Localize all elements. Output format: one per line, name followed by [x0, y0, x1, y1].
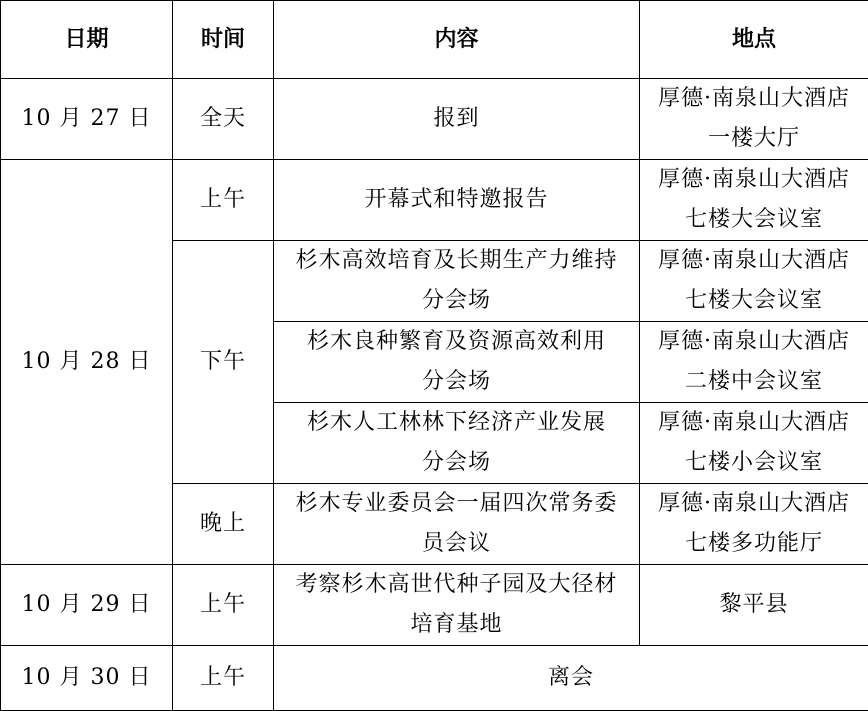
- location-line1: 厚德·南泉山大酒店: [646, 160, 862, 200]
- date-text: 10 月 27 日: [22, 106, 152, 131]
- content-cell: [274, 646, 868, 711]
- date-cell: [1, 79, 173, 160]
- content-cell: [274, 403, 640, 484]
- content-line2: 分会场: [280, 443, 633, 483]
- time-cell: [173, 160, 274, 241]
- content-text: 开幕式和特邀报告: [364, 187, 548, 212]
- header-date: 日期: [1, 1, 173, 79]
- location-line1: 厚德·南泉山大酒店: [646, 322, 862, 362]
- location-cell: [640, 160, 868, 241]
- content-cell: [274, 484, 640, 565]
- content-line2: 分会场: [280, 362, 633, 402]
- content-text: 报到: [433, 106, 479, 131]
- location-cell: [640, 79, 868, 160]
- time-text: 上午: [200, 592, 246, 617]
- content-line1: 杉木专业委员会一届四次常务委: [280, 484, 633, 524]
- content-cell: [274, 565, 640, 646]
- content-line2: 培育基地: [280, 605, 633, 645]
- location-cell: [640, 565, 868, 646]
- date-text: 10 月 30 日: [22, 665, 152, 690]
- location-line2: 七楼大会议室: [646, 200, 862, 240]
- table-row: [1, 565, 868, 646]
- content-line2: 分会场: [280, 281, 633, 321]
- location-line1: 厚德·南泉山大酒店: [646, 403, 862, 443]
- time-cell: [173, 484, 274, 565]
- date-cell: [1, 565, 173, 646]
- location-line2: 一楼大厅: [646, 119, 862, 159]
- location-line1: 厚德·南泉山大酒店: [646, 484, 862, 524]
- date-cell: [1, 646, 173, 711]
- time-cell: [173, 565, 274, 646]
- content-cell: [274, 241, 640, 322]
- time-cell: [173, 241, 274, 484]
- time-text: 晚上: [200, 511, 246, 536]
- location-line2: 七楼多功能厅: [646, 524, 862, 564]
- time-text: 上午: [200, 665, 246, 690]
- content-text: 离会: [548, 665, 594, 690]
- content-cell: [274, 322, 640, 403]
- content-line1: 杉木高效培育及长期生产力维持: [280, 241, 633, 281]
- date-text: 10 月 29 日: [22, 592, 152, 617]
- location-line1: 厚德·南泉山大酒店: [646, 241, 862, 281]
- time-text: 上午: [200, 187, 246, 212]
- content-line1: 考察杉木高世代种子园及大径材: [280, 565, 633, 605]
- location-text: 黎平县: [719, 592, 788, 617]
- time-text: 下午: [200, 349, 246, 374]
- time-cell: [173, 79, 274, 160]
- content-line1: 杉木良种繁育及资源高效利用: [280, 322, 633, 362]
- content-line2: 员会议: [280, 524, 633, 564]
- header-row: [1, 1, 868, 79]
- location-line2: 七楼大会议室: [646, 281, 862, 321]
- table-row: [1, 646, 868, 711]
- location-cell: [640, 322, 868, 403]
- date-text: 10 月 28 日: [22, 349, 152, 374]
- location-line2: 二楼中会议室: [646, 362, 862, 402]
- location-cell: [640, 241, 868, 322]
- time-text: 全天: [200, 106, 246, 131]
- date-cell: [1, 160, 173, 565]
- table-row: [1, 79, 868, 160]
- table-row: [1, 160, 868, 241]
- location-cell: [640, 403, 868, 484]
- time-cell: [173, 646, 274, 711]
- location-cell: [640, 484, 868, 565]
- content-cell: [274, 160, 640, 241]
- content-line1: 杉木人工林林下经济产业发展: [280, 403, 633, 443]
- location-line1: 厚德·南泉山大酒店: [646, 79, 862, 119]
- header-time: 时间: [173, 1, 274, 79]
- header-location: 地点: [640, 1, 868, 79]
- location-line2: 七楼小会议室: [646, 443, 862, 483]
- content-cell: [274, 79, 640, 160]
- header-content: 内容: [274, 1, 640, 79]
